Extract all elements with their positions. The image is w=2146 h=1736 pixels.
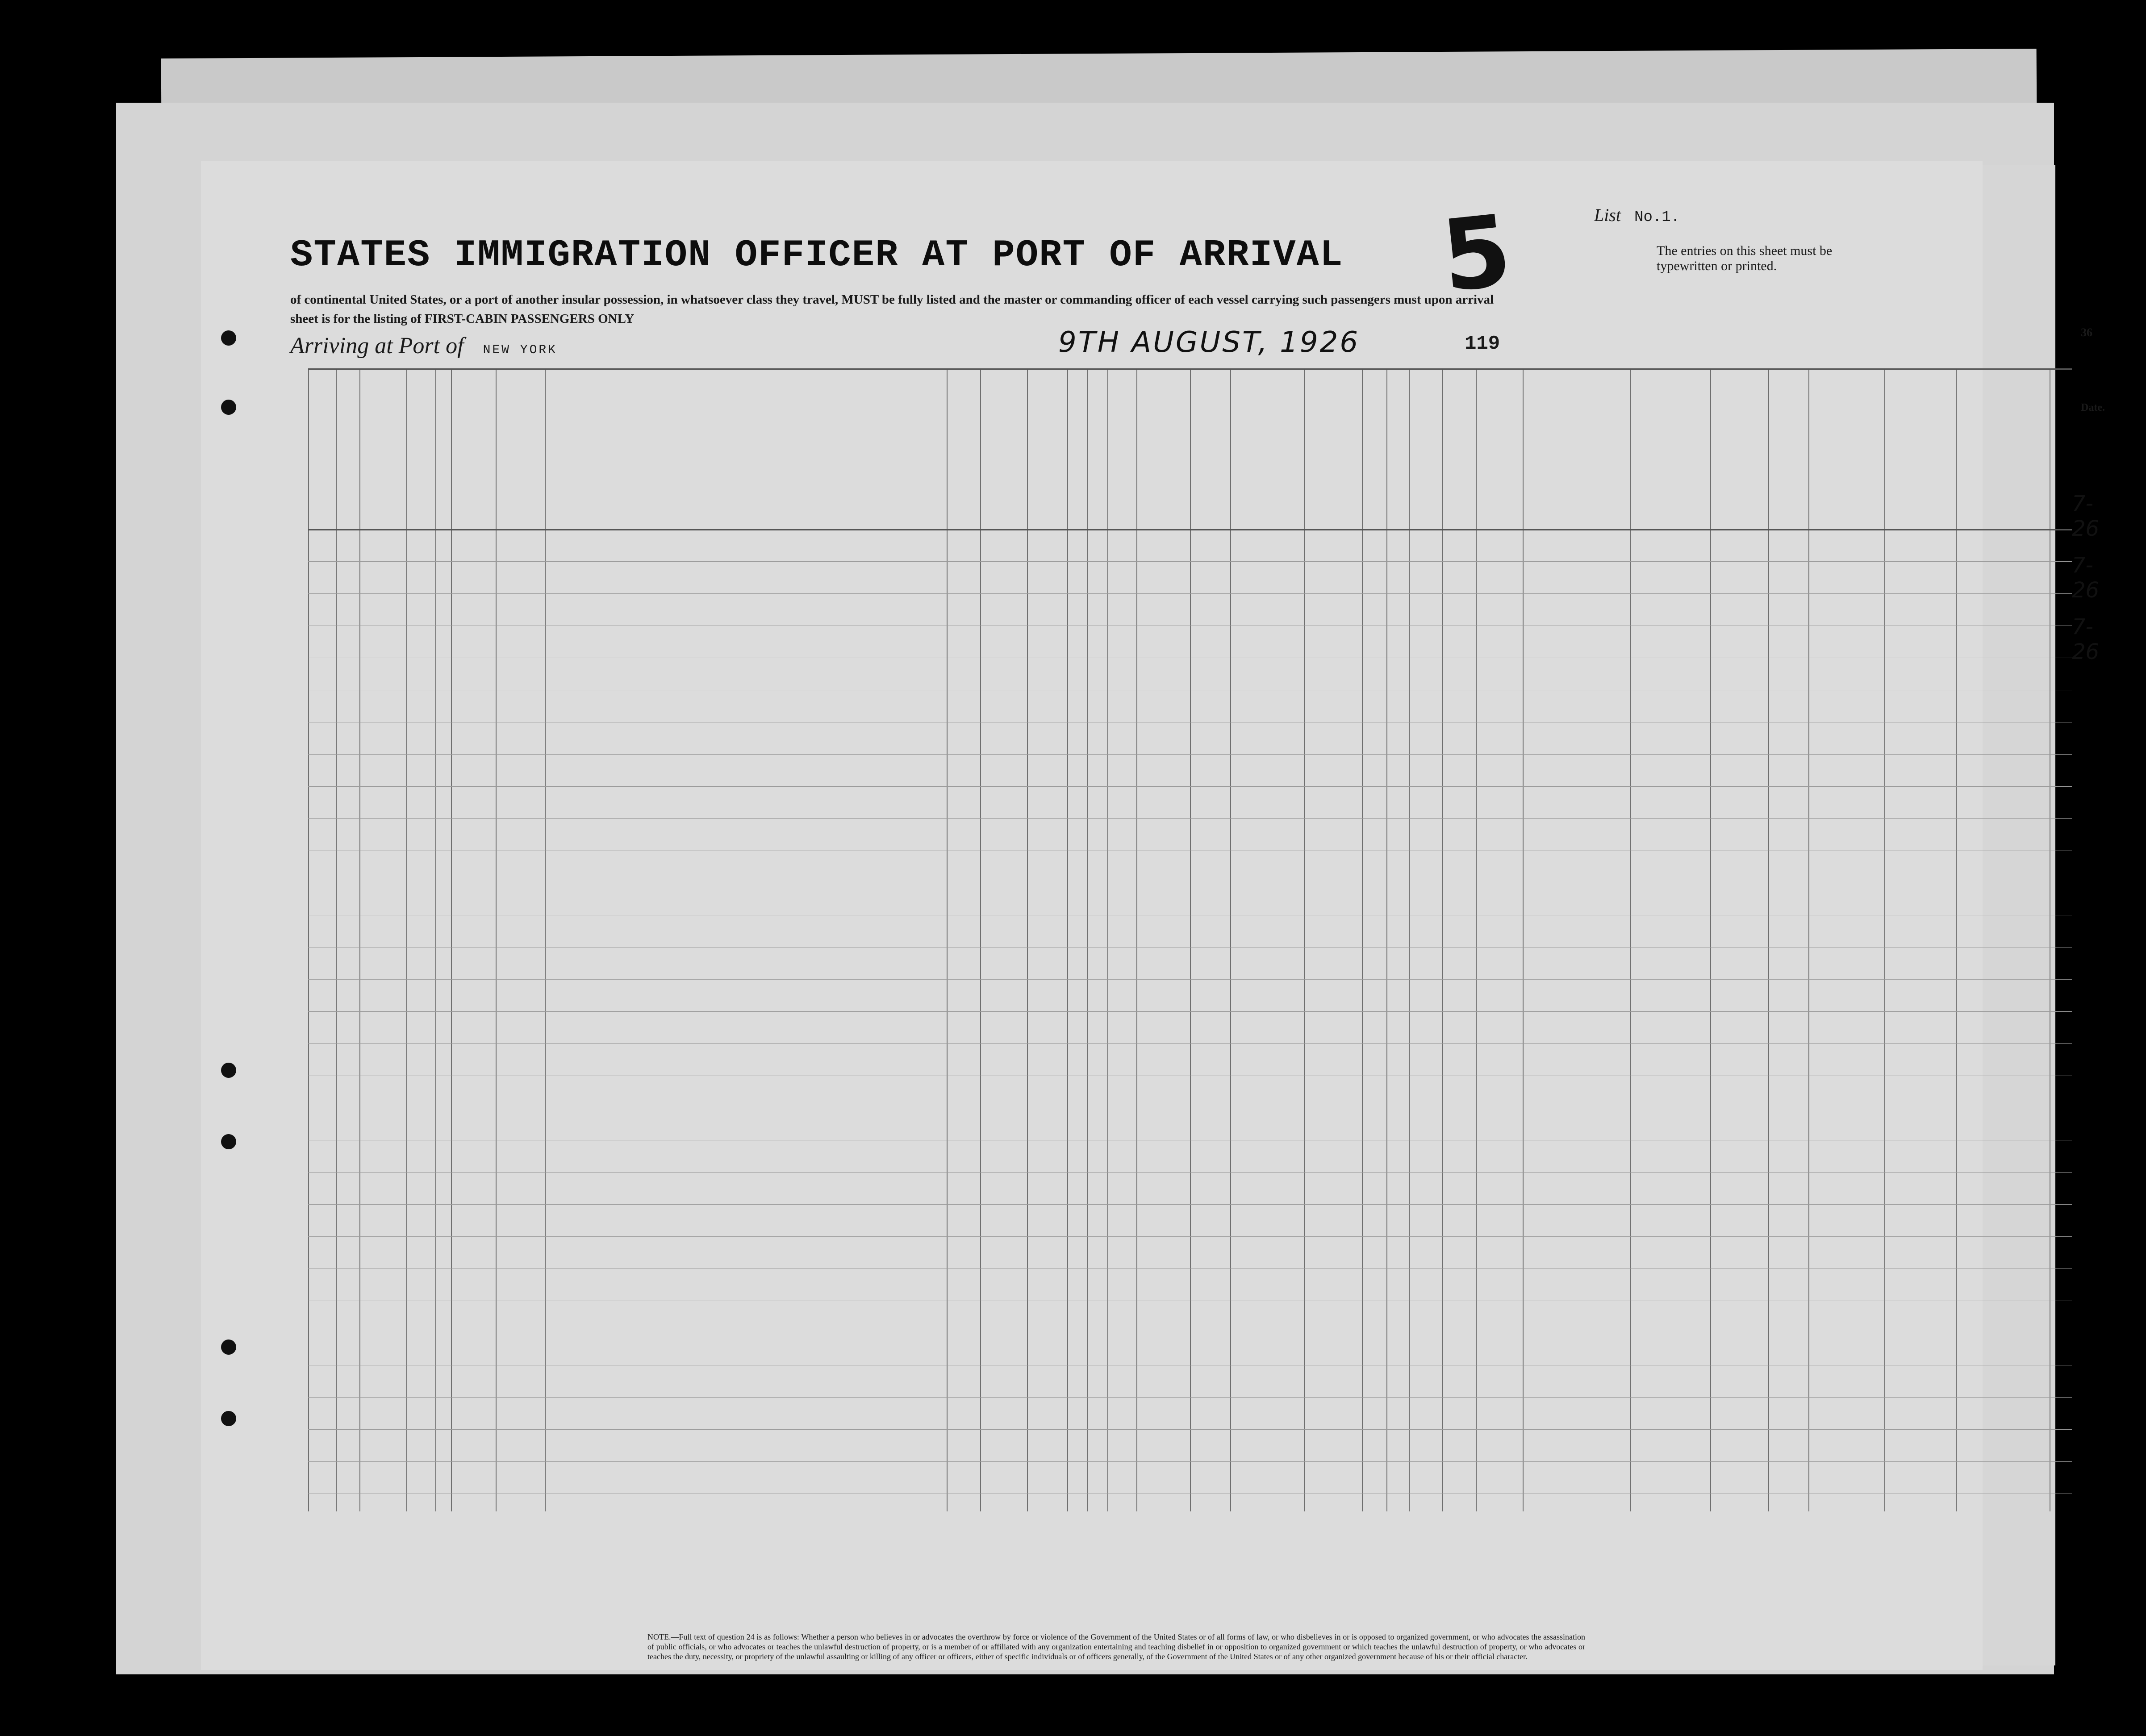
grid-line [308,561,2072,562]
grid-line [308,1461,2072,1462]
list-number-row [1594,204,1680,226]
list-number: No.1. [1634,209,1680,226]
grid-line [1768,368,1769,1511]
column-sublabel [1413,458,1427,520]
column-label [1194,395,1227,525]
grid-line [980,368,981,1511]
list-label: List [1594,205,1621,225]
grid-line [308,786,2072,787]
grid-line [406,368,407,1511]
handwritten-sheet-number: 5 [1436,193,1517,314]
column-label [1071,395,1085,525]
grid-line [1304,368,1305,1511]
column-label [339,395,357,525]
grid-line [308,1204,2072,1205]
column-number: 36 [2081,326,2092,339]
grid-line [435,368,436,1511]
footnote: NOTE.—Full text of question 24 is as follows: Whether a person who believes in or advocates the overthrow by force or violence of the Government of the United States or of all forms of law, or who disbelieves in or is opposed to organized government, or who advocates the assassination of public officials, or who advocates or teaches the unlawful destruction of property, or is a member of or affiliated with any organization entertaining and teaching disbelief in or opposition to organized government or which teaches the unlawful destruction of property, or who advocates or teaches the duty, necessity, or propriety of the unlawful assaulting or killing of any officer or officers, either of specific individuals or of officers generally, of the Government of the United States or of any other organized government because of his or their official character. [647,1632,1585,1661]
column-sublabel [987,409,1009,525]
grid-line [1523,368,1524,1511]
grid-line [308,754,2072,755]
margin-date: 7-26 [2072,553,2100,603]
grid-line [496,368,497,1511]
grid-line [1230,368,1231,1511]
entries-note: The entries on this sheet must be typewritten or printed. [1657,243,1833,273]
grid-line [308,1429,2072,1430]
manifest-grid [308,368,2072,1511]
column-label [1091,395,1105,525]
arriving-label: Arriving at Port of [290,333,464,359]
margin-date: 7-26 [2072,491,2100,541]
punch-hole [221,1063,236,1078]
grid-line [359,368,360,1511]
page-title: STATES IMMIGRATION OFFICER AT PORT OF ARRIVAL [290,234,1344,277]
grid-line [1808,368,1809,1511]
grid-line [308,1397,2072,1398]
right-margin-dates [2072,491,2099,676]
intro-line: sheet is for the listing of FIRST-CABIN PASSENGERS ONLY [290,312,635,326]
punch-hole [221,400,236,415]
grid-line [1107,368,1108,1511]
column-sublabel [1031,409,1054,525]
grid-line [336,368,337,1511]
punch-hole [221,330,236,346]
arrival-date: 9TH AUGUST, 1926 [1058,326,1360,359]
punch-hole [221,1411,236,1426]
grid-line [1386,368,1387,1511]
grid-line [308,818,2072,819]
grid-line [1710,368,1711,1511]
sheet-code: 119 [1465,333,1500,355]
grid-line [1476,368,1477,1511]
date-column-label: Date. [2081,402,2105,413]
grid-line [1630,368,1631,1511]
column-label [1140,395,1187,525]
document-stack [89,45,2105,1688]
grid-line [308,1043,2072,1044]
column-label [410,395,433,525]
margin-date: 7-26 [2072,614,2100,664]
grid-line [1442,368,1443,1511]
punch-hole [221,1134,236,1149]
intro-line: of continental United States, or a port of another insular possession, in whatsoever class they travel, MUST be fully listed and the master or commanding officer of each vessel carrying such passengers must upon arrival [290,292,1494,307]
grid-line [308,368,2072,370]
grid-line [1956,368,1957,1511]
port-name: NEW YORK [483,343,557,357]
grid-line [1409,368,1410,1511]
grid-line [1027,368,1028,1511]
grid-line [1884,368,1885,1511]
arriving-line [290,333,557,359]
grid-line [308,368,309,1511]
column-label [1111,395,1134,525]
grid-line [308,979,2072,980]
grid-line [308,1172,2072,1173]
grid-line [1190,368,1191,1511]
grid-line [1136,368,1137,1511]
column-sublabel [951,409,973,525]
grid-line [947,368,948,1511]
grid-line [308,529,2072,530]
grid-line [308,1011,2072,1012]
grid-line [308,1236,2072,1237]
grid-line [451,368,452,1511]
grid-line [545,368,546,1511]
grid-line [1362,368,1363,1511]
punch-hole [221,1340,236,1355]
column-sublabel [1391,458,1404,520]
grid-line [1067,368,1068,1511]
grid-line [308,593,2072,594]
grid-line [1087,368,1088,1511]
